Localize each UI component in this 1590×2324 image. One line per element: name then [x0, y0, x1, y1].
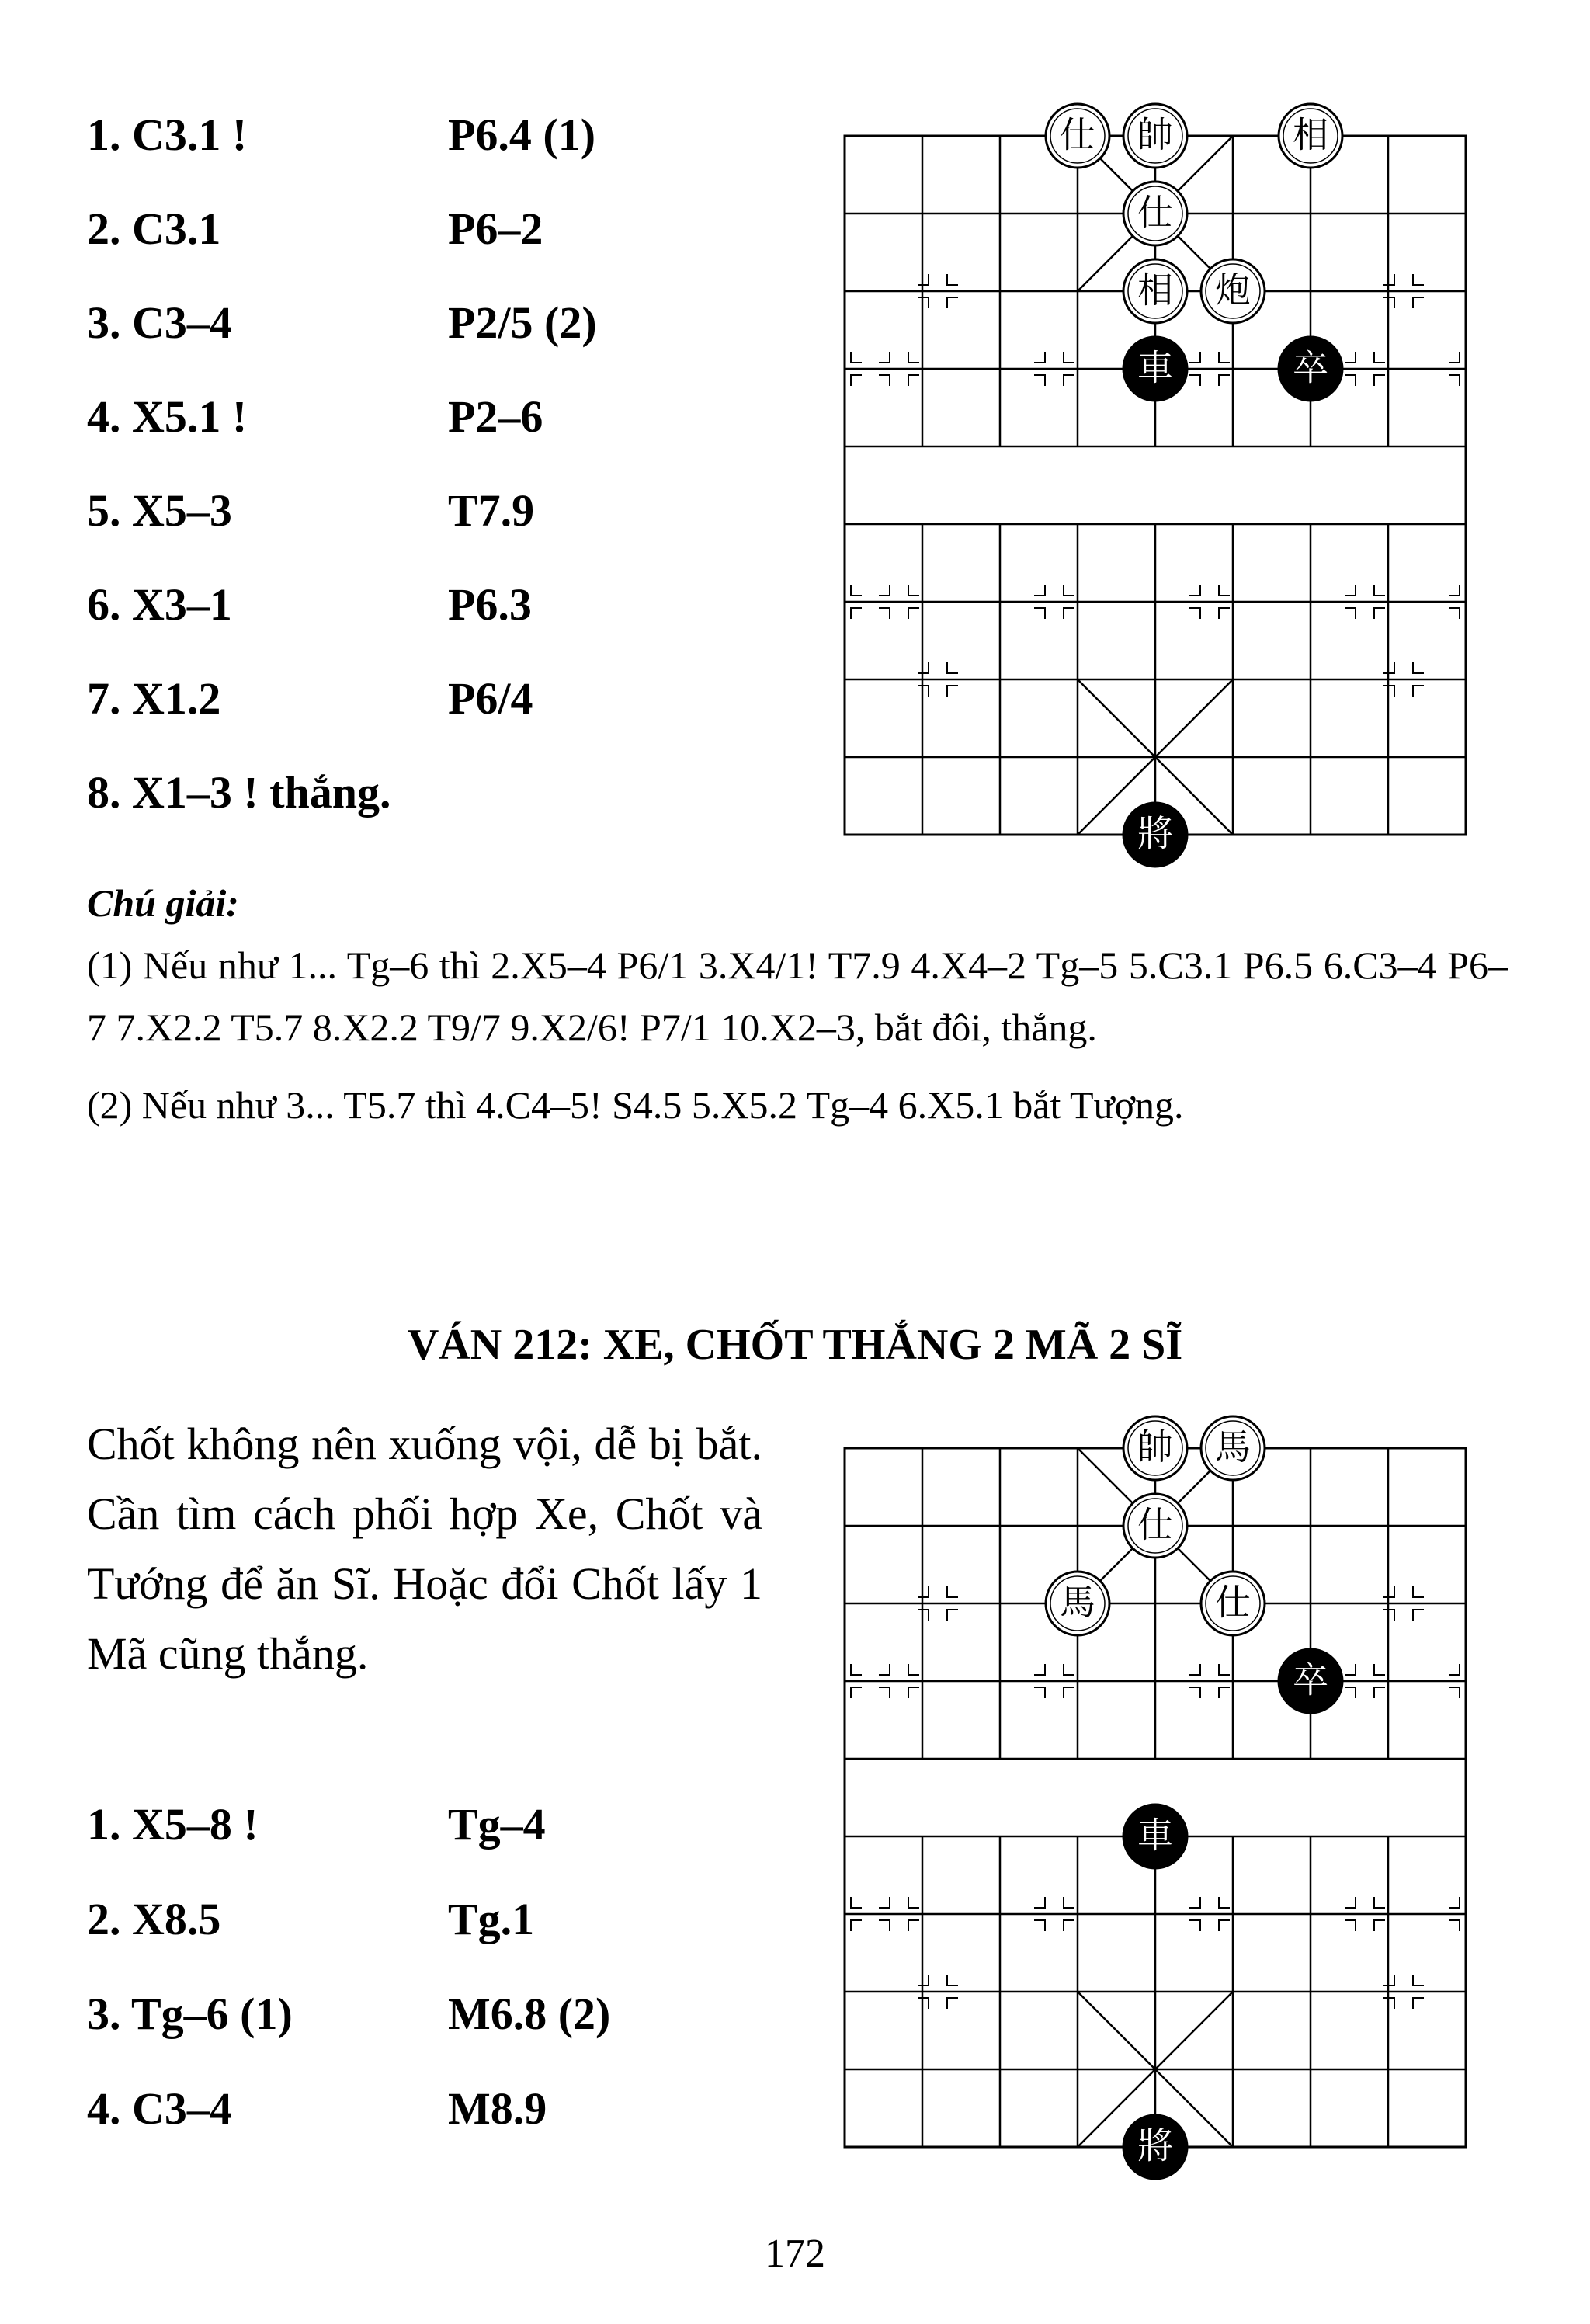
note-1: (1) Nếu như 1... Tg–6 thì 2.X5–4 P6/1 3.X4/1! T7.9 4.X4–2 Tg–5 5.C3.1 P6.5 6.C3–4 P6–7 7.X2.2 T5.7 8.X2.2 T9/7 9.X2/6! P7/1 10.X2–3, bắt đôi, thắng.	[87, 943, 1508, 1049]
piece-label: 將	[1137, 812, 1173, 855]
black-move: P6/4	[448, 673, 533, 724]
black-move: P2–6	[448, 391, 543, 442]
move-row	[87, 485, 708, 539]
chariot-piece	[1123, 337, 1187, 401]
cannon-piece	[1201, 259, 1265, 323]
white-move: 3. C3–4	[87, 297, 232, 348]
move-row	[87, 578, 708, 633]
annotations	[87, 872, 1508, 1136]
notes-title: Chú giải:	[87, 881, 239, 925]
intro-paragraph: Chốt không nên xuống vội, dễ bị bắt. Cần tìm cách phối hợp Xe, Chốt và Tướng để ăn Sĩ. Hoặc đổi Chốt lấy 1 Mã cũng thắng.	[87, 1419, 762, 1679]
black-move: M8.9	[448, 2083, 547, 2134]
white-move: 8. X1–3 ! thắng.	[87, 767, 391, 818]
move-row	[87, 109, 708, 163]
white-move: 4. C3–4	[87, 2083, 232, 2134]
move-row	[87, 1988, 708, 2042]
white-move: 2. C3.1	[87, 203, 221, 254]
white-move: 7. X1.2	[87, 673, 221, 724]
piece-label: 車	[1137, 346, 1173, 389]
piece-label: 馬	[1060, 1581, 1095, 1624]
xiangqi-board-2	[823, 1421, 1537, 2166]
move-row	[87, 766, 708, 821]
black-move: P6.4 (1)	[448, 109, 596, 160]
elephant-piece	[1279, 104, 1342, 168]
white-move: 5. X5–3	[87, 485, 232, 536]
move-row	[87, 391, 708, 445]
white-move: 3. Tg–6 (1)	[87, 1989, 293, 2039]
piece-label: 帥	[1137, 1426, 1173, 1468]
black-move: Tg.1	[448, 1894, 535, 1944]
white-move: 6. X3–1	[87, 579, 232, 630]
move-row	[87, 297, 708, 351]
game-title: VÁN 212: XE, CHỐT THẮNG 2 MÃ 2 SĨ	[407, 1321, 1183, 1369]
advisor-piece	[1123, 1494, 1187, 1558]
piece-label: 仕	[1215, 1581, 1251, 1624]
piece-label: 帥	[1137, 113, 1173, 156]
white-move: 1. X5–8 !	[87, 1799, 259, 1850]
piece-label: 相	[1293, 113, 1328, 156]
xiangqi-board-1	[823, 109, 1537, 854]
general-piece	[1123, 803, 1187, 867]
black-move: Tg–4	[448, 1799, 546, 1850]
piece-label: 仕	[1137, 1503, 1173, 1546]
page-number: 172	[765, 2232, 825, 2276]
advisor-piece	[1201, 1572, 1265, 1635]
piece-label: 炮	[1215, 269, 1251, 311]
move-row	[87, 1798, 708, 1853]
move-row	[87, 1893, 708, 1947]
piece-label: 仕	[1060, 113, 1095, 156]
piece-label: 相	[1137, 269, 1173, 311]
move-row	[87, 672, 708, 727]
piece-label: 將	[1137, 2124, 1173, 2167]
piece-label: 仕	[1137, 191, 1173, 234]
piece-label: 馬	[1215, 1426, 1251, 1468]
piece-label: 卒	[1293, 346, 1328, 389]
horse-piece	[1201, 1416, 1265, 1480]
piece-label: 卒	[1293, 1659, 1328, 1701]
move-row	[87, 2083, 708, 2137]
white-move: 1. C3.1 !	[87, 109, 248, 160]
advisor-piece	[1046, 104, 1109, 168]
chariot-piece	[1123, 1805, 1187, 1868]
black-move: P2/5 (2)	[448, 297, 597, 348]
soldier-piece	[1279, 1649, 1342, 1713]
black-move: P6–2	[448, 203, 543, 254]
note-2: (2) Nếu như 3... T5.7 thì 4.C4–5! S4.5 5.X5.2 Tg–4 6.X5.1 bắt Tượng.	[87, 1083, 1184, 1127]
general-piece	[1123, 1416, 1187, 1480]
black-move: M6.8 (2)	[448, 1989, 611, 2039]
horse-piece	[1046, 1572, 1109, 1635]
general-piece	[1123, 2115, 1187, 2179]
black-move: P6.3	[448, 579, 532, 630]
elephant-piece	[1123, 259, 1187, 323]
white-move: 2. X8.5	[87, 1894, 221, 1944]
piece-label: 車	[1137, 1814, 1173, 1857]
general-piece	[1123, 104, 1187, 168]
soldier-piece	[1279, 337, 1342, 401]
white-move: 4. X5.1 !	[87, 391, 248, 442]
move-row	[87, 203, 708, 257]
advisor-piece	[1123, 182, 1187, 245]
black-move: T7.9	[448, 485, 535, 536]
